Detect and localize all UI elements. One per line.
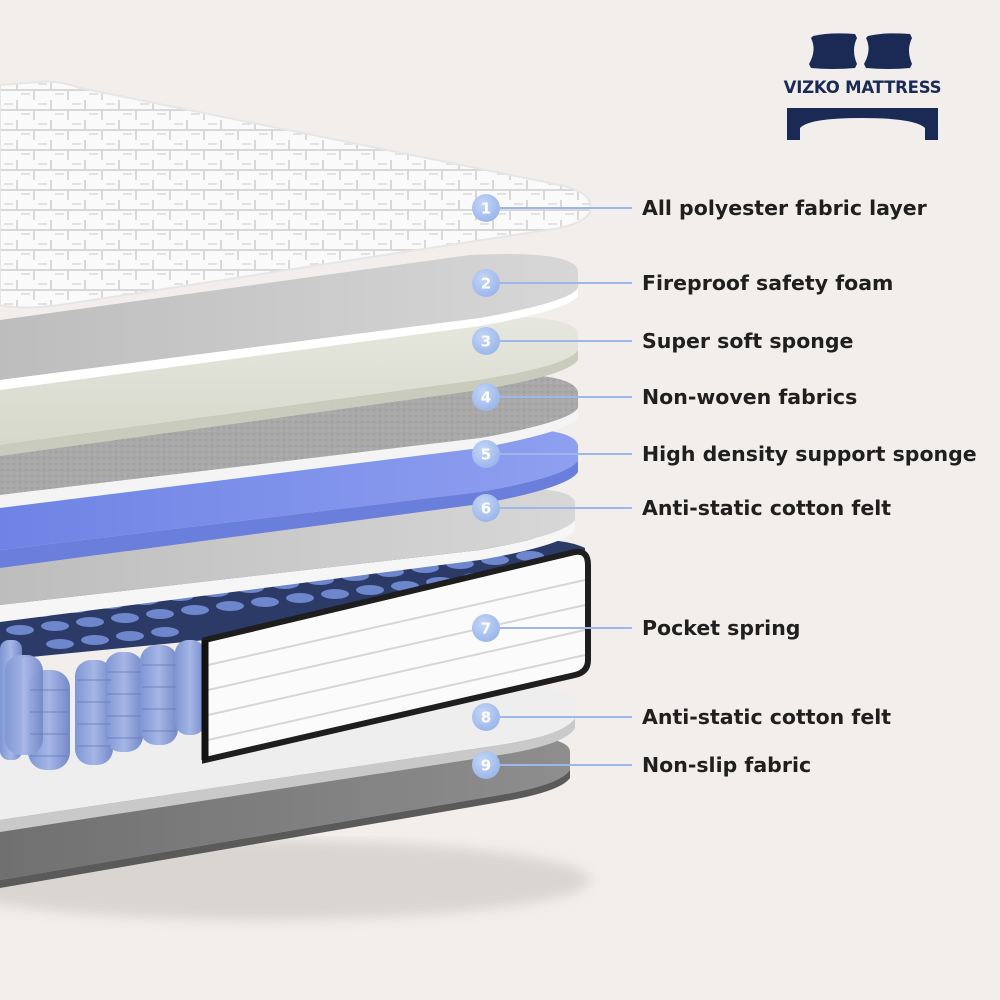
badge-9	[472, 751, 500, 779]
svg-text:8: 8	[480, 708, 492, 727]
badge-4	[472, 383, 500, 411]
badge-6	[472, 494, 500, 522]
label-layer-3: Super soft sponge	[642, 329, 854, 353]
svg-text:9: 9	[480, 756, 492, 775]
svg-text:7: 7	[480, 619, 492, 638]
badge-5	[472, 440, 500, 468]
label-layer-7: Pocket spring	[642, 616, 801, 640]
svg-text:3: 3	[480, 332, 492, 351]
badge-2	[472, 269, 500, 297]
svg-text:2: 2	[480, 274, 492, 293]
label-layer-9: Non-slip fabric	[642, 753, 812, 777]
badge-3	[472, 327, 500, 355]
brand-name: VIZKO MATTRESS	[783, 78, 942, 97]
label-layer-5: High density support sponge	[642, 442, 977, 466]
badge-7	[472, 614, 500, 642]
svg-text:1: 1	[480, 199, 492, 218]
label-layer-4: Non-woven fabrics	[642, 385, 858, 409]
badge-1	[472, 194, 500, 222]
svg-text:5: 5	[480, 445, 492, 464]
label-layer-2: Fireproof safety foam	[642, 271, 894, 295]
brand-logo	[775, 30, 950, 142]
label-layer-1: All polyester fabric layer	[642, 196, 927, 220]
label-layer-6: Anti-static cotton felt	[642, 496, 892, 520]
badge-8	[472, 703, 500, 731]
svg-text:6: 6	[480, 499, 492, 518]
svg-text:4: 4	[480, 388, 492, 407]
label-layer-8: Anti-static cotton felt	[642, 705, 892, 729]
